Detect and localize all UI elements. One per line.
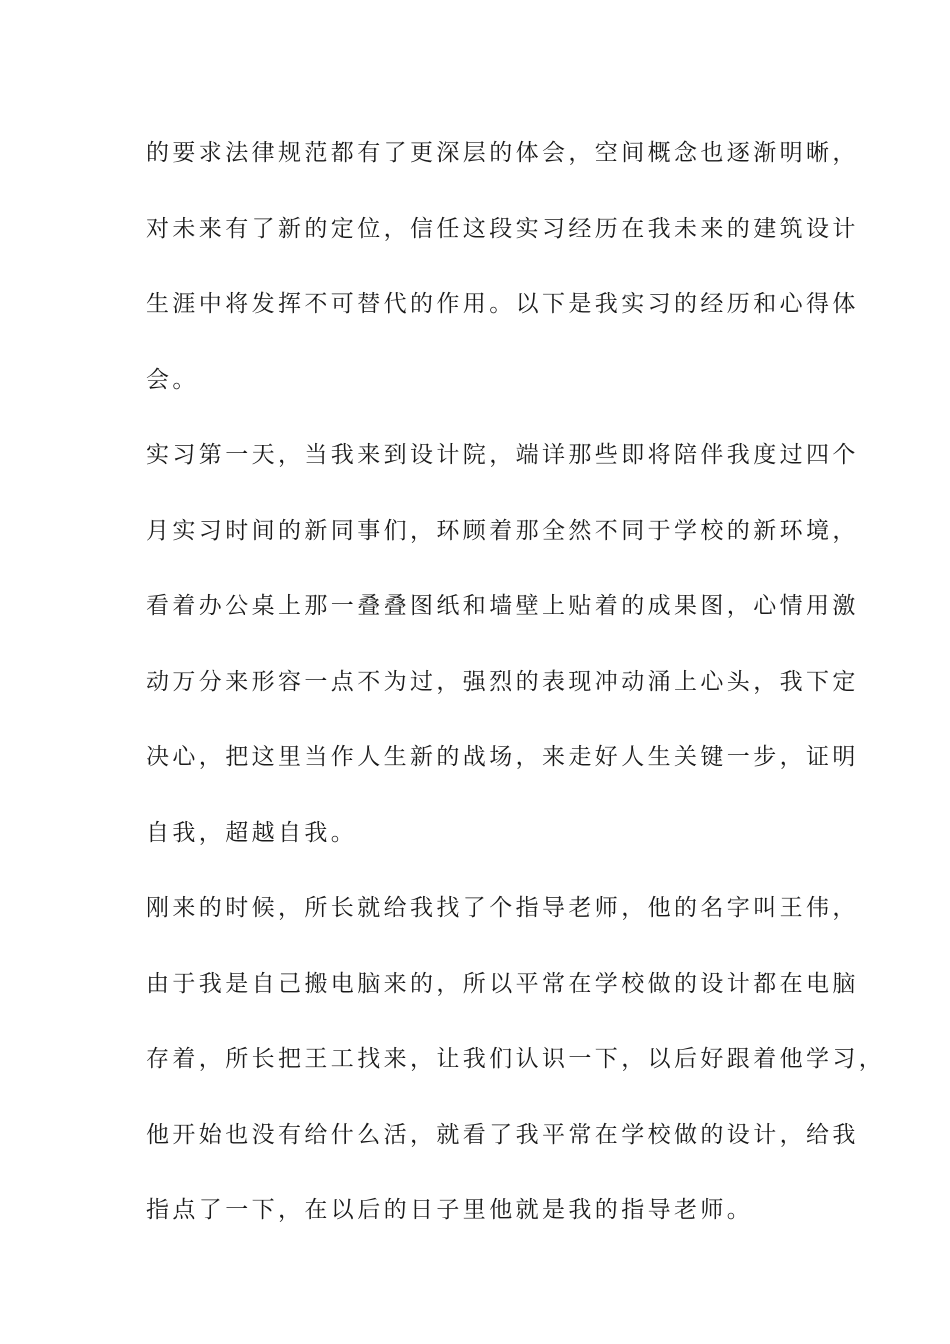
text-line: 存着，所长把王工找来，让我们认识一下，以后好跟着他学习， xyxy=(146,1046,886,1072)
text-line: 动万分来形容一点不为过，强烈的表现冲动涌上心头，我下定 xyxy=(146,668,859,695)
text-line: 自我，超越自我。 xyxy=(146,819,358,846)
text-line: 实习第一天，当我来到设计院，端详那些即将陪伴我度过四个 xyxy=(146,442,859,468)
text-line: 由于我是自己搬电脑来的，所以平常在学校做的设计都在电脑 xyxy=(146,970,859,997)
text-line: 生涯中将发挥不可替代的作用。以下是我实习的经历和心得体 xyxy=(146,291,859,317)
text-line: 的要求法律规范都有了更深层的体会，空间概念也逐渐明晰， xyxy=(146,140,859,166)
text-line: 会。 xyxy=(146,366,199,393)
document-body xyxy=(146,128,886,1261)
text-line: 刚来的时候，所长就给我找了个指导老师，他的名字叫王伟， xyxy=(146,895,859,921)
text-line: 看着办公桌上那一叠叠图纸和墙壁上贴着的成果图，心情用激 xyxy=(146,593,859,619)
text-line: 月实习时间的新同事们，环顾着那全然不同于学校的新环境， xyxy=(146,517,859,544)
text-line: 指点了一下，在以后的日子里他就是我的指导老师。 xyxy=(146,1197,754,1223)
text-line: 对未来有了新的定位，信任这段实习经历在我未来的建筑设计 xyxy=(146,215,859,242)
text-line: 决心，把这里当作人生新的战场，来走好人生关键一步，证明 xyxy=(146,744,859,770)
text-line: 他开始也没有给什么活，就看了我平常在学校做的设计，给我 xyxy=(146,1121,859,1148)
